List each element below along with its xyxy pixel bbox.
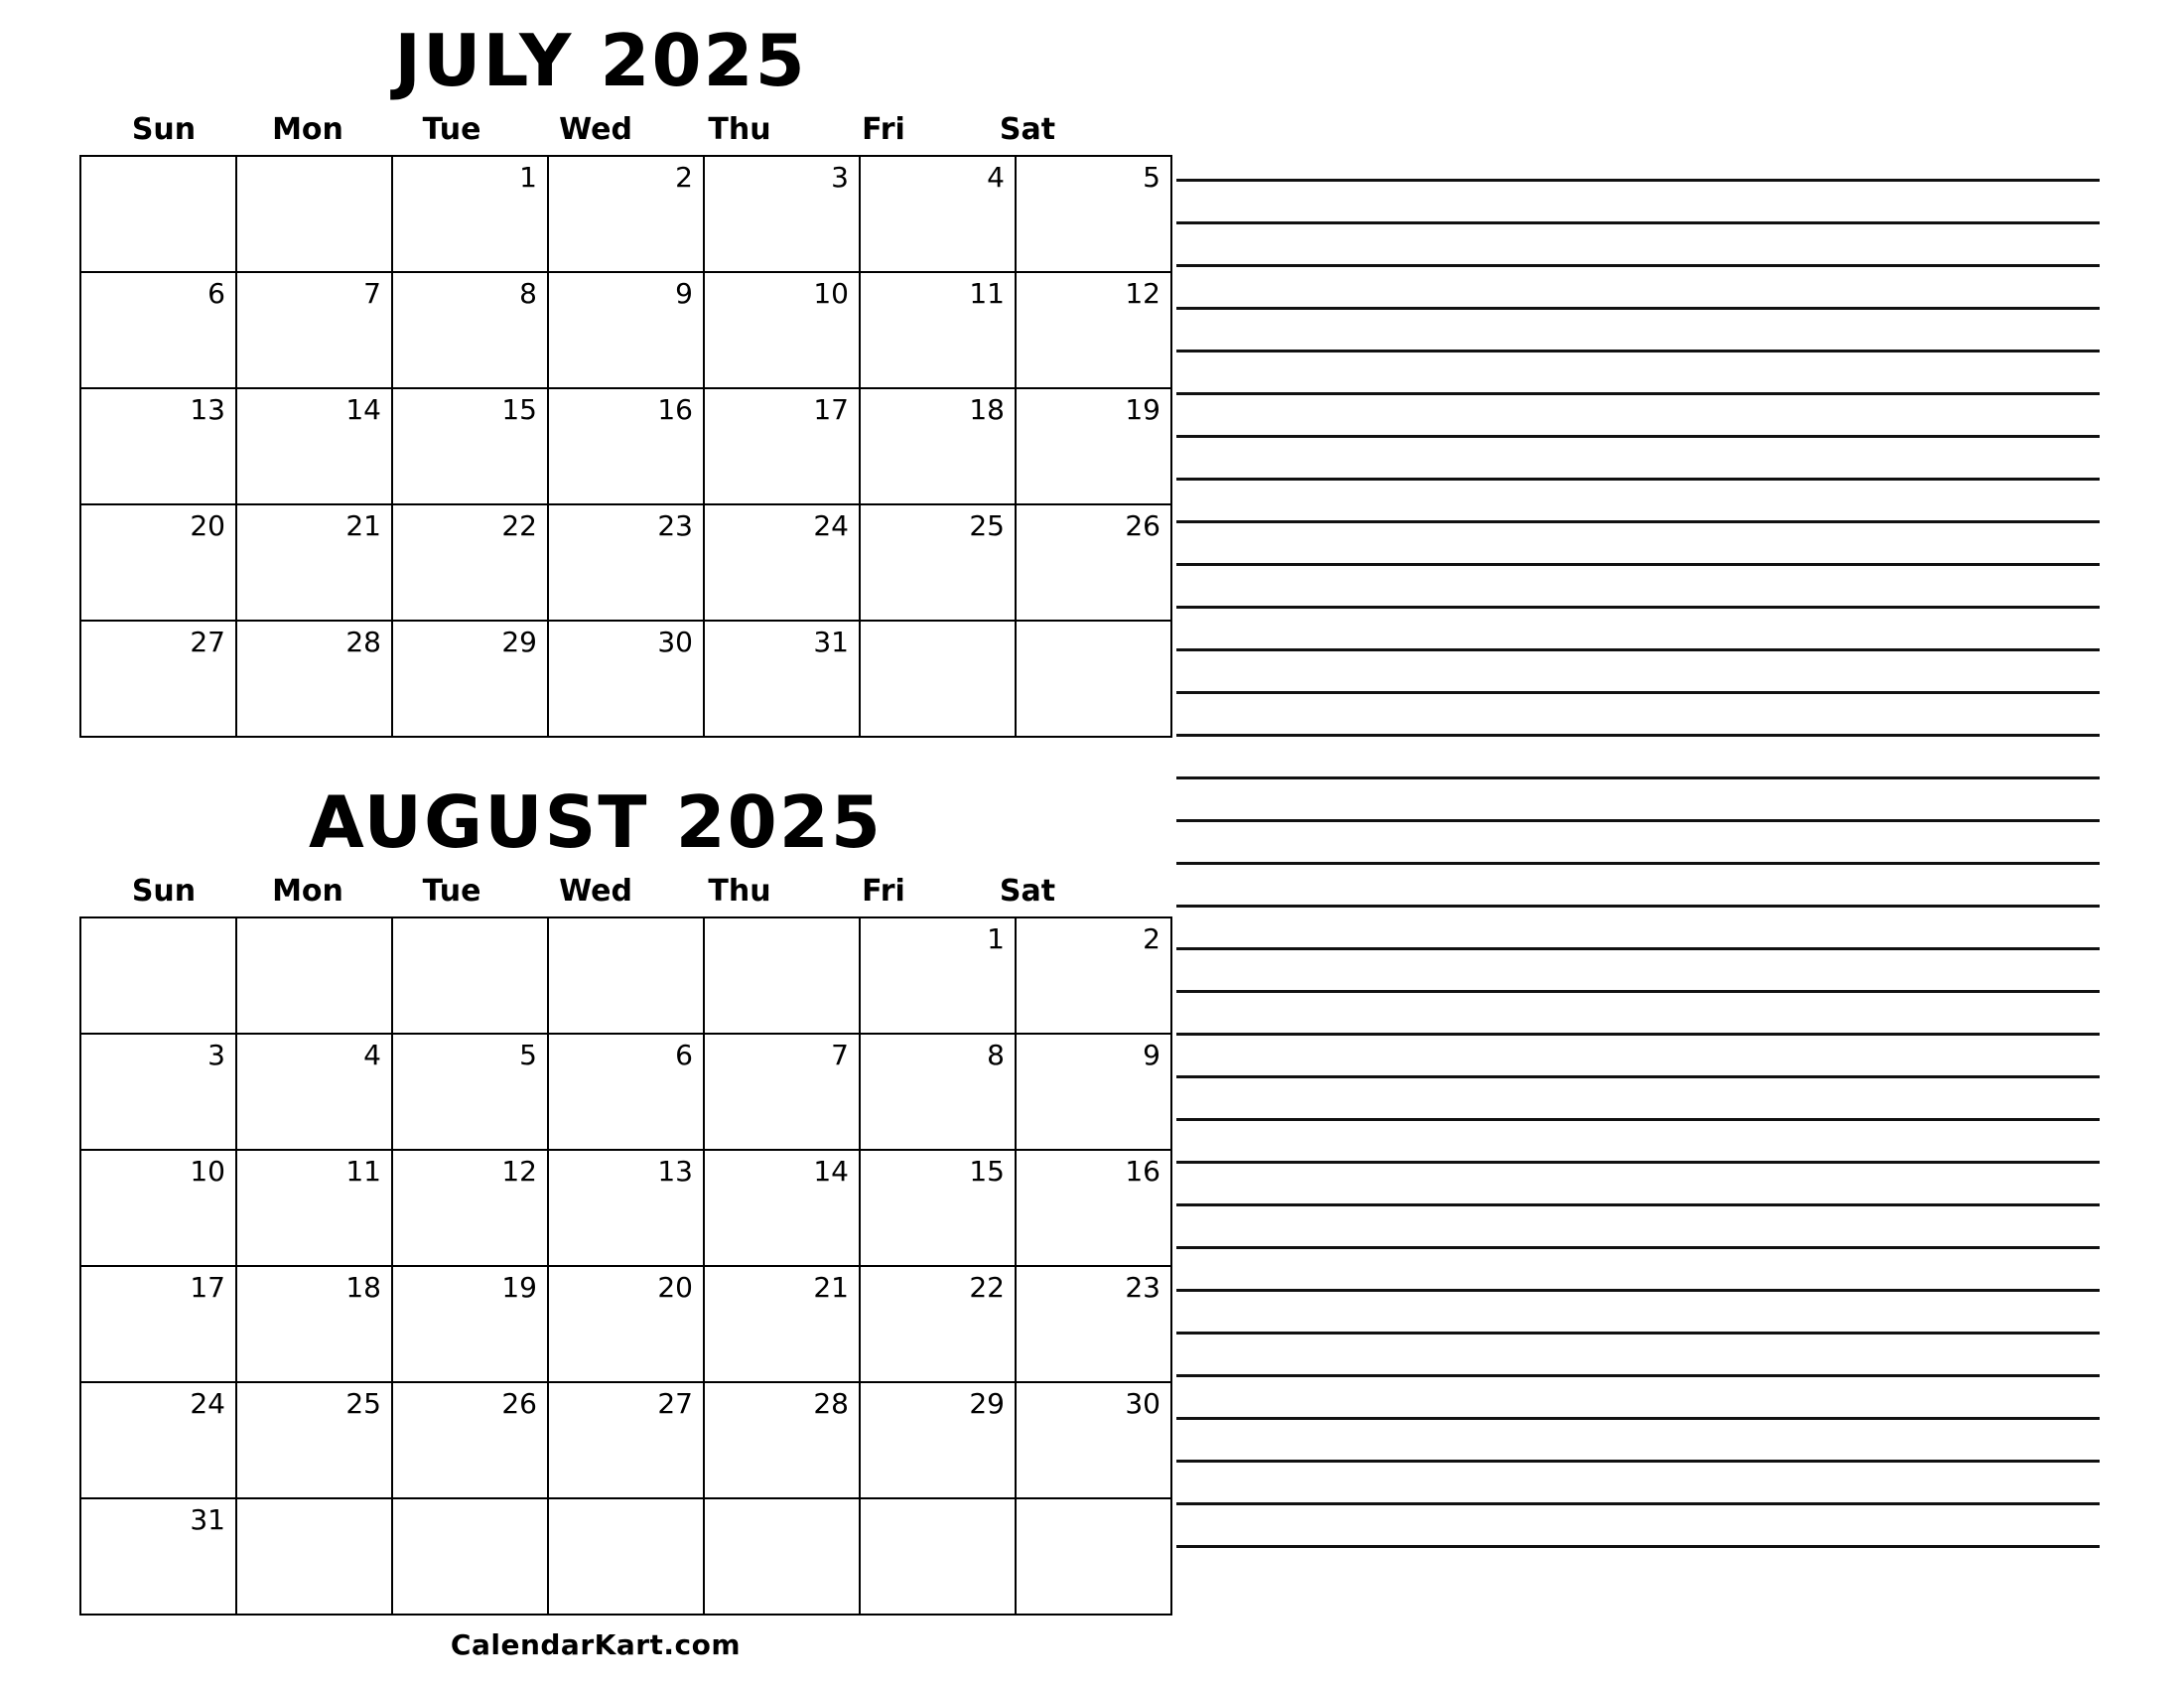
note-line[interactable] xyxy=(1176,221,2100,224)
day-cell[interactable]: 20 xyxy=(548,1266,704,1382)
day-cell[interactable] xyxy=(704,1498,860,1615)
month-title-july: JULY 2025 xyxy=(394,19,807,102)
day-cell[interactable] xyxy=(236,917,392,1034)
day-cell[interactable]: 13 xyxy=(80,388,236,504)
note-line[interactable] xyxy=(1176,905,2100,908)
day-cell[interactable]: 22 xyxy=(860,1266,1016,1382)
note-line[interactable] xyxy=(1176,1246,2100,1249)
day-cell[interactable]: 23 xyxy=(1016,1266,1171,1382)
weekday-header-wed: Wed xyxy=(559,111,632,147)
weekday-header-sun: Sun xyxy=(131,111,197,147)
day-cell[interactable]: 16 xyxy=(548,388,704,504)
day-cell[interactable]: 6 xyxy=(80,272,236,388)
day-cell[interactable]: 25 xyxy=(860,504,1016,621)
note-line[interactable] xyxy=(1176,862,2100,865)
day-cell[interactable]: 14 xyxy=(236,388,392,504)
day-cell[interactable]: 21 xyxy=(704,1266,860,1382)
note-line[interactable] xyxy=(1176,990,2100,993)
day-cell[interactable]: 20 xyxy=(80,504,236,621)
day-cell[interactable] xyxy=(236,156,392,272)
month-block-july xyxy=(79,19,1160,738)
calendar-week-row xyxy=(80,272,1171,388)
calendar-column xyxy=(79,19,1160,1616)
day-cell[interactable]: 26 xyxy=(1016,504,1171,621)
note-line[interactable] xyxy=(1176,819,2100,822)
note-line[interactable] xyxy=(1176,264,2100,267)
day-cell[interactable]: 29 xyxy=(860,1382,1016,1498)
day-cell[interactable]: 29 xyxy=(392,621,548,737)
weekday-header-row-august xyxy=(92,874,1100,916)
note-line[interactable] xyxy=(1176,1033,2100,1036)
day-cell[interactable]: 18 xyxy=(236,1266,392,1382)
note-line[interactable] xyxy=(1176,1502,2100,1505)
notes-column xyxy=(1176,179,2100,1548)
day-cell[interactable]: 4 xyxy=(860,156,1016,272)
weekday-header-thu: Thu xyxy=(708,111,771,147)
weekday-header-sun: Sun xyxy=(131,873,197,909)
day-cell[interactable]: 26 xyxy=(392,1382,548,1498)
day-cell[interactable]: 27 xyxy=(548,1382,704,1498)
day-cell[interactable]: 24 xyxy=(80,1382,236,1498)
calendar-week-row xyxy=(80,156,1171,272)
day-cell[interactable]: 9 xyxy=(1016,1034,1171,1150)
day-cell[interactable]: 27 xyxy=(80,621,236,737)
day-cell[interactable]: 9 xyxy=(548,272,704,388)
day-cell[interactable] xyxy=(860,1498,1016,1615)
day-cell[interactable]: 10 xyxy=(80,1150,236,1266)
note-line[interactable] xyxy=(1176,606,2100,609)
day-cell[interactable]: 11 xyxy=(236,1150,392,1266)
day-cell[interactable]: 17 xyxy=(704,388,860,504)
day-cell[interactable]: 14 xyxy=(704,1150,860,1266)
day-cell[interactable]: 2 xyxy=(548,156,704,272)
note-line[interactable] xyxy=(1176,1118,2100,1121)
day-cell[interactable]: 28 xyxy=(704,1382,860,1498)
day-cell[interactable]: 12 xyxy=(392,1150,548,1266)
note-line[interactable] xyxy=(1176,307,2100,310)
day-cell[interactable]: 28 xyxy=(236,621,392,737)
weekday-header-tue: Tue xyxy=(422,111,481,147)
day-cell[interactable] xyxy=(548,1498,704,1615)
day-cell[interactable] xyxy=(548,917,704,1034)
day-cell[interactable] xyxy=(80,156,236,272)
note-line[interactable] xyxy=(1176,478,2100,481)
day-cell[interactable] xyxy=(80,917,236,1034)
calendar-week-row xyxy=(80,1498,1171,1615)
month-title-august: AUGUST 2025 xyxy=(309,779,883,864)
calendar-week-row xyxy=(80,1382,1171,1498)
day-cell[interactable]: 12 xyxy=(1016,272,1171,388)
day-cell[interactable]: 13 xyxy=(548,1150,704,1266)
note-line[interactable] xyxy=(1176,563,2100,566)
day-cell[interactable] xyxy=(392,1498,548,1615)
day-cell[interactable]: 19 xyxy=(1016,388,1171,504)
day-cell[interactable] xyxy=(860,621,1016,737)
day-cell[interactable]: 8 xyxy=(392,272,548,388)
note-line[interactable] xyxy=(1176,1545,2100,1548)
calendar-week-row xyxy=(80,917,1171,1034)
note-line[interactable] xyxy=(1176,734,2100,737)
month-block-august xyxy=(79,779,1160,1616)
note-line[interactable] xyxy=(1176,179,2100,182)
calendar-week-row xyxy=(80,1266,1171,1382)
weekday-header-fri: Fri xyxy=(862,111,905,147)
calendar-grid-july xyxy=(79,155,1172,738)
footer-brand: CalendarKart.com xyxy=(450,1628,742,1661)
weekday-header-thu: Thu xyxy=(708,873,771,909)
day-cell[interactable]: 24 xyxy=(704,504,860,621)
day-cell[interactable]: 3 xyxy=(80,1034,236,1150)
note-line[interactable] xyxy=(1176,435,2100,438)
day-cell[interactable]: 17 xyxy=(80,1266,236,1382)
day-cell[interactable]: 21 xyxy=(236,504,392,621)
day-cell[interactable]: 5 xyxy=(1016,156,1171,272)
weekday-header-sat: Sat xyxy=(999,111,1056,147)
day-cell[interactable]: 15 xyxy=(392,388,548,504)
weekday-header-mon: Mon xyxy=(272,873,343,909)
day-cell[interactable] xyxy=(236,1498,392,1615)
day-cell[interactable]: 4 xyxy=(236,1034,392,1150)
day-cell[interactable]: 15 xyxy=(860,1150,1016,1266)
day-cell[interactable]: 23 xyxy=(548,504,704,621)
day-cell[interactable]: 3 xyxy=(704,156,860,272)
calendar-week-row xyxy=(80,621,1171,737)
note-line[interactable] xyxy=(1176,776,2100,779)
note-line[interactable] xyxy=(1176,1289,2100,1292)
day-cell[interactable]: 19 xyxy=(392,1266,548,1382)
note-line[interactable] xyxy=(1176,350,2100,352)
weekday-header-row-july xyxy=(92,112,1100,155)
calendar-week-row xyxy=(80,1150,1171,1266)
weekday-header-tue: Tue xyxy=(422,873,481,909)
day-cell[interactable] xyxy=(1016,1498,1171,1615)
day-cell[interactable]: 10 xyxy=(704,272,860,388)
note-line[interactable] xyxy=(1176,1161,2100,1164)
day-cell[interactable]: 8 xyxy=(860,1034,1016,1150)
day-cell[interactable]: 1 xyxy=(392,156,548,272)
weekday-header-wed: Wed xyxy=(559,873,632,909)
day-cell[interactable]: 30 xyxy=(548,621,704,737)
day-cell[interactable]: 11 xyxy=(860,272,1016,388)
day-cell[interactable]: 31 xyxy=(704,621,860,737)
note-line[interactable] xyxy=(1176,648,2100,651)
day-cell[interactable]: 18 xyxy=(860,388,1016,504)
note-line[interactable] xyxy=(1176,1460,2100,1463)
day-cell[interactable]: 7 xyxy=(704,1034,860,1150)
day-cell[interactable]: 22 xyxy=(392,504,548,621)
day-cell[interactable] xyxy=(1016,621,1171,737)
note-line[interactable] xyxy=(1176,1374,2100,1377)
weekday-header-mon: Mon xyxy=(272,111,343,147)
day-cell[interactable]: 25 xyxy=(236,1382,392,1498)
note-line[interactable] xyxy=(1176,947,2100,950)
day-cell[interactable] xyxy=(392,917,548,1034)
note-line[interactable] xyxy=(1176,1075,2100,1078)
day-cell[interactable]: 2 xyxy=(1016,917,1171,1034)
calendar-week-row xyxy=(80,504,1171,621)
note-line[interactable] xyxy=(1176,392,2100,395)
note-line[interactable] xyxy=(1176,1417,2100,1420)
weekday-header-fri: Fri xyxy=(862,873,905,909)
note-line[interactable] xyxy=(1176,1332,2100,1335)
day-cell[interactable]: 1 xyxy=(860,917,1016,1034)
calendar-week-row xyxy=(80,388,1171,504)
weekday-header-sat: Sat xyxy=(999,873,1056,909)
note-line[interactable] xyxy=(1176,520,2100,523)
day-cell[interactable]: 7 xyxy=(236,272,392,388)
note-line[interactable] xyxy=(1176,1203,2100,1206)
day-cell[interactable]: 16 xyxy=(1016,1150,1171,1266)
month-spacer xyxy=(79,738,1112,781)
day-cell[interactable] xyxy=(704,917,860,1034)
day-cell[interactable]: 30 xyxy=(1016,1382,1171,1498)
calendar-grid-august xyxy=(79,916,1172,1616)
day-cell[interactable]: 6 xyxy=(548,1034,704,1150)
day-cell[interactable]: 5 xyxy=(392,1034,548,1150)
calendar-week-row xyxy=(80,1034,1171,1150)
notes-lines[interactable] xyxy=(1176,179,2100,1548)
day-cell[interactable]: 31 xyxy=(80,1498,236,1615)
note-line[interactable] xyxy=(1176,691,2100,694)
